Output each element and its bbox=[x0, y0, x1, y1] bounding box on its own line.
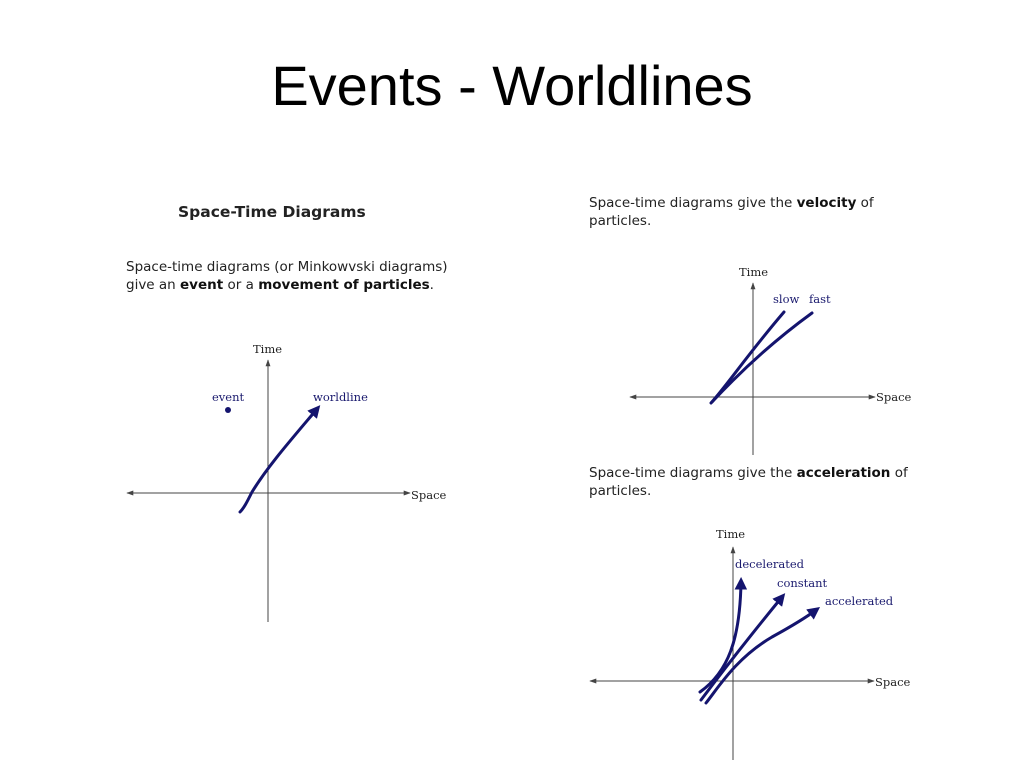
intro-bold-movement: movement of particles bbox=[258, 277, 430, 293]
acceleration-text-2: of particles. bbox=[589, 465, 908, 499]
velocity-space-label: Space bbox=[876, 390, 912, 404]
event-dot bbox=[225, 407, 231, 413]
acceleration-bold: acceleration bbox=[796, 465, 891, 481]
acceleration-space-label: Space bbox=[875, 675, 911, 689]
velocity-text-1: Space-time diagrams give the bbox=[589, 195, 797, 211]
diagram-heading: Space-Time Diagrams bbox=[178, 203, 366, 221]
event-label: event bbox=[212, 390, 245, 404]
intro-bold-event: event bbox=[180, 277, 224, 293]
slow-worldline bbox=[711, 312, 784, 403]
acceleration-diagram bbox=[590, 527, 911, 760]
intro-text-3: . bbox=[429, 277, 434, 293]
velocity-diagram bbox=[630, 265, 912, 455]
velocity-text-2: of particles. bbox=[589, 195, 874, 229]
velocity-time-label: Time bbox=[739, 265, 769, 279]
velocity-bold: velocity bbox=[796, 195, 857, 211]
intro-text-1: Space-time diagrams (or Minkowvski diagrams) give an bbox=[126, 259, 448, 293]
space-axis-label: Space bbox=[411, 488, 447, 502]
worldline-diagram bbox=[127, 342, 447, 622]
acceleration-time-label: Time bbox=[716, 527, 746, 541]
acceleration-text-1: Space-time diagrams give the bbox=[589, 465, 797, 481]
slow-label: slow bbox=[773, 292, 800, 306]
fast-worldline bbox=[712, 313, 812, 402]
accelerated-label: accelerated bbox=[825, 594, 894, 608]
slide-title: Events - Worldlines bbox=[271, 54, 753, 117]
fast-label: fast bbox=[809, 292, 831, 306]
time-axis-label: Time bbox=[253, 342, 283, 356]
worldline-label: worldline bbox=[313, 390, 368, 404]
intro-text-2: or a bbox=[223, 277, 259, 293]
decelerated-label: decelerated bbox=[735, 557, 805, 571]
worldline-curve bbox=[240, 409, 317, 512]
constant-worldline bbox=[701, 597, 782, 700]
constant-label: constant bbox=[777, 576, 828, 590]
